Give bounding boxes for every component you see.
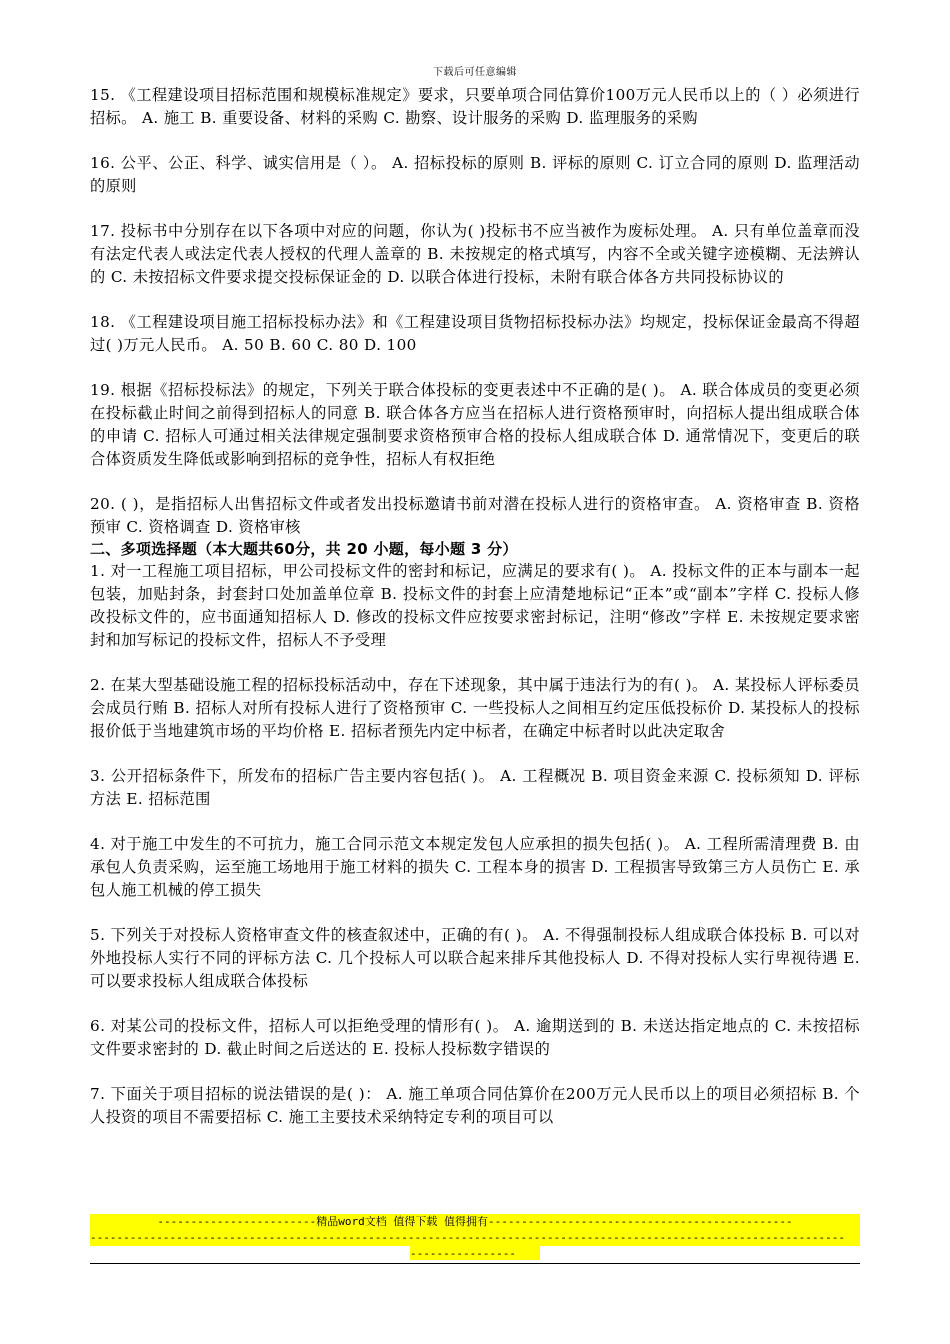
question-15: 15. 《工程建设项目招标范围和规模标准规定》要求，只要单项合同估算价100万元人民币以上的（ ）必须进行招标。 A. 施工 B. 重要设备、材料的采购 C. 勘察、设计服务的采购 D. 监理服务的采购 bbox=[90, 86, 860, 127]
header-note: 下载后可任意编辑 bbox=[433, 67, 517, 78]
document-body bbox=[90, 84, 860, 1129]
multi-question-6: 6. 对某公司的投标文件，招标人可以拒绝受理的情形有( )。 A. 逾期送到的 B. 未送达指定地点的 C. 未按招标文件要求密封的 D. 截止时间之后送达的 E. 投标人投标数字错误的 bbox=[90, 1017, 860, 1058]
multi-question-5: 5. 下列关于对投标人资格审查文件的核查叙述中，正确的有( )。 A. 不得强制投标人组成联合体投标 B. 可以对外地投标人实行不同的评标方法 C. 几个投标人可以联合起来排斥其他投标人 D. 不得对投标人实行卑视待遇 E. 可以要求投标人组成联合体投标 bbox=[90, 926, 860, 990]
footer-banner-line-2: ------------------------------------------------------------------------------------------------------------------ bbox=[90, 1230, 860, 1246]
section-title-multiple-choice: 二、多项选择题（本大题共60分，共 20 小题，每小题 3 分） bbox=[90, 540, 518, 558]
question-17: 17. 投标书中分别存在以下各项中对应的问题，你认为( )投标书不应当被作为废标处理。 A. 只有单位盖章而没有法定代表人或法定代表人授权的代理人盖章的 B. 未按规定的格式填写，内容不全或关键字迹模糊、无法辨认的 C. 未按招标文件要求提交投标保证金的 D. 以联合体进行投标，未附有联合体各方共同投标协议的 bbox=[90, 222, 860, 286]
question-16: 16. 公平、公正、科学、诚实信用是（ ）。 A. 招标投标的原则 B. 评标的原则 C. 订立合同的原则 D. 监理活动的原则 bbox=[90, 154, 860, 195]
multi-question-3: 3. 公开招标条件下，所发布的招标广告主要内容包括( )。 A. 工程概况 B. 项目资金来源 C. 投标须知 D. 评标方法 E. 招标范围 bbox=[90, 767, 860, 808]
question-19: 19. 根据《招标投标法》的规定，下列关于联合体投标的变更表述中不正确的是( )。 A. 联合体成员的变更必须在投标截止时间之前得到招标人的同意 B. 联合体各方应当在招标人进行资格预审时，向招标人提出组成联合体的申请 C. 招标人可通过相关法律规定强制要求资格预审合格的投标人组成联合体 D. 通常情况下，变更后的联合体资质发生降低或影响到招标的竞争性，招标人有权拒绝 bbox=[90, 381, 860, 468]
multi-question-2: 2. 在某大型基础设施工程的招标投标活动中，存在下述现象，其中属于违法行为的有( )。 A. 某投标人评标委员会成员行贿 B. 招标人对所有投标人进行了资格预审 C. 一些投标人之间相互约定压低投标价 D. 某投标人的投标报价低于当地建筑市场的平均价格 E. 招标者预先内定中标者，在确定中标者时以此决定取舍 bbox=[90, 676, 860, 740]
footer-banner-line-1: ------------------------精品word文档 值得下载 值得拥有---------------------------------------------- bbox=[90, 1214, 860, 1230]
footer-divider bbox=[90, 1263, 860, 1264]
multi-question-7: 7. 下面关于项目招标的说法错误的是( )： A. 施工单项合同估算价在200万元人民币以上的项目必须招标 B. 个人投资的项目不需要招标 C. 施工主要技术采纳特定专利的项目可以 bbox=[90, 1085, 860, 1126]
question-20: 20. ( )，是指招标人出售招标文件或者发出投标邀请书前对潜在投标人进行的资格审查。 A. 资格审查 B. 资格预审 C. 资格调查 D. 资格审核 bbox=[90, 495, 860, 536]
footer-banner bbox=[90, 1214, 860, 1260]
multi-question-4: 4. 对于施工中发生的不可抗力，施工合同示范文本规定发包人应承担的损失包括( )。 A. 工程所需清理费 B. 由承包人负责采购，运至施工场地用于施工材料的损失 C. 工程本身的损害 D. 工程损害导致第三方人员伤亡 E. 承包人施工机械的停工损失 bbox=[90, 835, 860, 899]
multi-question-1: 1. 对一工程施工项目招标，甲公司投标文件的密封和标记，应满足的要求有( )。 A. 投标文件的正本与副本一起包装，加贴封条，封套封口处加盖单位章 B. 投标文件的封套上应清楚地标记“正本”或“副本”字样 C. 投标人修改投标文件的，应书面通知招标人 D. 修改的投标文件应按要求密封标记，注明“修改”字样 E. 未按规定要求密封和加写标记的投标文件，招标人不予受理 bbox=[90, 562, 860, 649]
question-18: 18. 《工程建设项目施工招标投标办法》和《工程建设项目货物招标投标办法》均规定，投标保证金最高不得超过( )万元人民币。 A. 50 B. 60 C. 80 D. 100 bbox=[90, 313, 860, 354]
footer-banner-line-3: ---------------- bbox=[410, 1246, 540, 1260]
